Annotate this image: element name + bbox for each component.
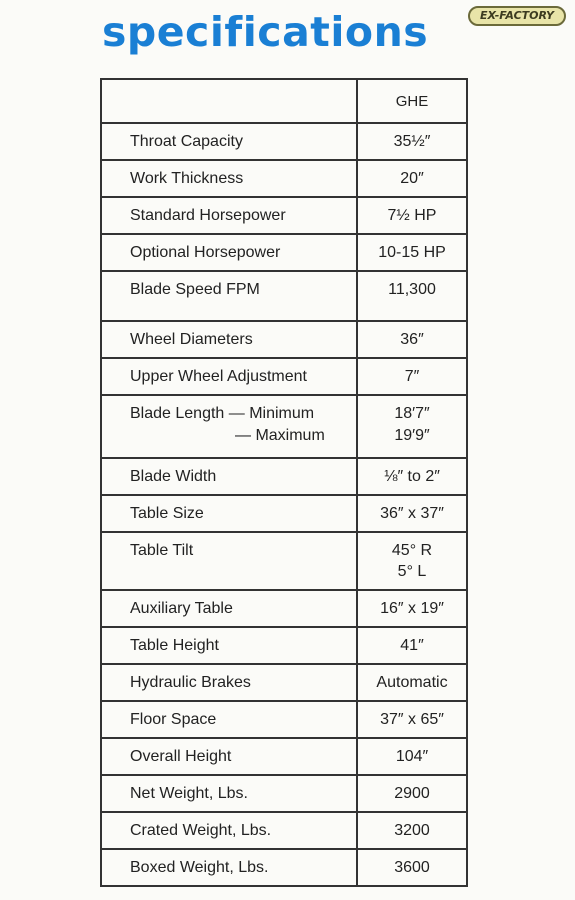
row-value: 36″ [357,321,467,358]
row-label: Table Height [101,627,357,664]
table-row [101,123,467,160]
row-value: 35½″ [357,123,467,160]
row-value: Automatic [357,664,467,701]
row-value: 20″ [357,160,467,197]
row-value: 7½ HP [357,197,467,234]
row-value: 2900 [357,775,467,812]
table-row [101,812,467,849]
table-row [101,358,467,395]
row-label: Table Size [101,495,357,532]
table-row [101,495,467,532]
table-row [101,532,467,590]
row-value: 41″ [357,627,467,664]
row-label: Wheel Diameters [101,321,357,358]
row-label: Auxiliary Table [101,590,357,627]
row-label: Table Tilt [101,532,357,590]
table-row [101,234,467,271]
row-value: 3200 [357,812,467,849]
row-label: Throat Capacity [101,123,357,160]
row-value: 11,300 [357,271,467,321]
blade-length-minimum-value: 18′7″ [394,405,430,422]
table-row [101,395,467,458]
row-label: Blade Speed FPM [101,271,357,321]
row-label: Upper Wheel Adjustment [101,358,357,395]
row-label: Hydraulic Brakes [101,664,357,701]
row-value [357,395,467,458]
row-label: Optional Horsepower [101,234,357,271]
row-value: 37″ x 65″ [357,701,467,738]
table-row [101,160,467,197]
column-header-ghe: GHE [395,92,429,110]
table-row [101,458,467,495]
table-row [101,197,467,234]
blade-length-maximum-value: 19′9″ [394,427,430,444]
header-blank-cell [101,79,357,123]
brand-logo: EX-FACTORY [468,6,566,26]
table-row [101,775,467,812]
blade-length-minimum-label: Blade Length — Minimum [130,405,315,422]
row-label: Boxed Weight, Lbs. [101,849,357,886]
row-label [101,395,357,458]
row-value: 104″ [357,738,467,775]
row-label: Crated Weight, Lbs. [101,812,357,849]
row-label: Floor Space [101,701,357,738]
table-tilt-left-value: 5° L [397,563,427,580]
row-label: Standard Horsepower [101,197,357,234]
table-row [101,590,467,627]
table-row [101,738,467,775]
row-label: Net Weight, Lbs. [101,775,357,812]
table-row [101,664,467,701]
specifications-table [100,78,468,887]
table-row [101,701,467,738]
row-value: 16″ x 19″ [357,590,467,627]
page-title: specifications [102,8,429,56]
table-row [101,271,467,321]
table-row [101,321,467,358]
row-value: 3600 [357,849,467,886]
row-label: Blade Width [101,458,357,495]
row-value [357,532,467,590]
row-value: 36″ x 37″ [357,495,467,532]
row-value: ⅛″ to 2″ [357,458,467,495]
table-header-row [101,79,467,123]
row-value: 7″ [357,358,467,395]
table-row [101,627,467,664]
row-value: 10-15 HP [357,234,467,271]
table-tilt-right-value: 45° R [391,542,433,559]
blade-length-maximum-label: — Maximum [235,427,325,444]
row-label: Work Thickness [101,160,357,197]
table-row [101,849,467,886]
row-label: Overall Height [101,738,357,775]
